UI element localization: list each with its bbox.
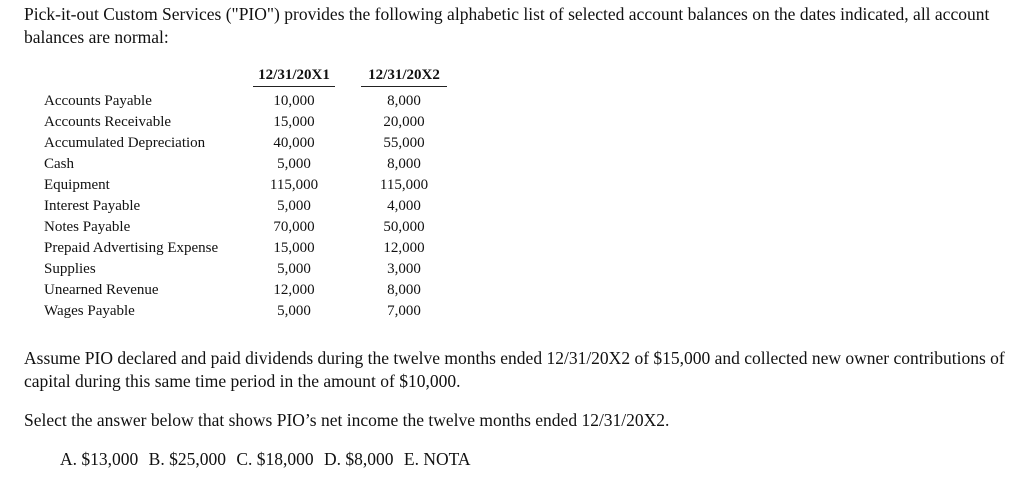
balance-20x2: 8,000 (387, 156, 421, 172)
balance-20x2: 4,000 (387, 198, 421, 214)
answer-options (60, 448, 477, 471)
option-e: E. NOTA (403, 449, 471, 469)
balance-20x2: 12,000 (383, 240, 425, 256)
account-label: Cash (44, 156, 74, 172)
account-label: Notes Payable (44, 219, 131, 235)
table-row (44, 259, 464, 280)
balance-20x1: 15,000 (273, 240, 315, 256)
balance-20x2: 3,000 (387, 261, 421, 277)
table-row (44, 112, 464, 133)
table-row (44, 238, 464, 259)
balance-20x1: 12,000 (273, 282, 315, 298)
account-label: Wages Payable (44, 303, 135, 319)
balance-20x1: 40,000 (273, 135, 315, 151)
table-row (44, 133, 464, 154)
balance-20x1: 70,000 (273, 219, 315, 235)
table-row (44, 175, 464, 196)
table-row (44, 91, 464, 112)
balance-20x1: 5,000 (277, 303, 311, 319)
table-row (44, 280, 464, 301)
table-row (44, 301, 464, 322)
option-b: B. $25,000 (148, 449, 226, 469)
balance-20x1: 5,000 (277, 198, 311, 214)
table-row (44, 154, 464, 175)
table-row (44, 196, 464, 217)
balance-20x2: 8,000 (387, 93, 421, 109)
table-row (44, 217, 464, 238)
option-a: A. $13,000 (60, 449, 139, 469)
account-label: Unearned Revenue (44, 282, 159, 298)
balance-20x2: 55,000 (383, 135, 425, 151)
account-label: Supplies (44, 261, 96, 277)
balance-20x1: 5,000 (277, 261, 311, 277)
question-text: Select the answer below that shows PIO’s net income the twelve months ended 12/31/20X2. (24, 410, 670, 430)
account-label: Interest Payable (44, 198, 141, 214)
balance-20x1: 115,000 (269, 177, 319, 193)
assumption-text: Assume PIO declared and paid dividends during the twelve months ended 12/31/20X2 of $15,000 and collected new owner contributions of capital during this same time period in the amount of $10,000. (24, 348, 1005, 391)
account-label: Accumulated Depreciation (44, 135, 206, 151)
column-header-20x1: 12/31/20X1 (253, 64, 335, 87)
balance-20x1: 15,000 (273, 114, 315, 130)
balance-20x2: 20,000 (383, 114, 425, 130)
column-header-20x2: 12/31/20X2 (361, 64, 447, 87)
account-label: Prepaid Advertising Expense (44, 240, 219, 256)
option-d: D. $8,000 (324, 449, 394, 469)
account-label: Equipment (44, 177, 110, 193)
option-c: C. $18,000 (236, 449, 314, 469)
balance-20x1: 10,000 (273, 93, 315, 109)
balance-20x2: 7,000 (387, 303, 421, 319)
problem-intro: Pick-it-out Custom Services ("PIO") provides the following alphabetic list of selected account balances on the dates indicated, all account balances are normal: (24, 4, 990, 47)
balance-20x1: 5,000 (277, 156, 311, 172)
account-label: Accounts Receivable (44, 114, 172, 130)
balance-20x2: 8,000 (387, 282, 421, 298)
balance-20x2: 115,000 (379, 177, 429, 193)
account-label: Accounts Payable (44, 93, 152, 109)
balance-20x2: 50,000 (383, 219, 425, 235)
